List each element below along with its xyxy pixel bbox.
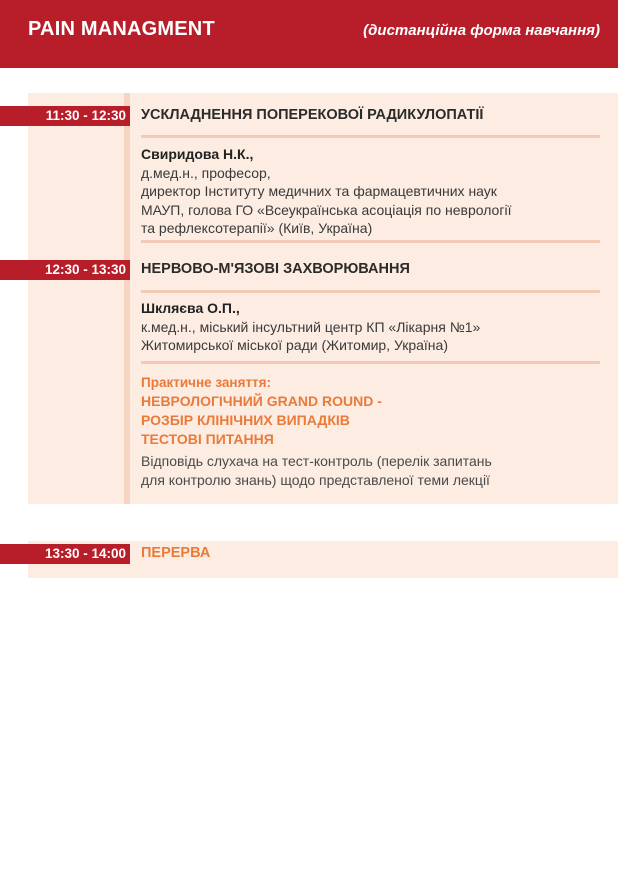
practical-title-line: НЕВРОЛОГІЧНИЙ GRAND ROUND -	[141, 393, 382, 409]
practical-session	[141, 374, 581, 449]
break-title: ПЕРЕРВА	[141, 545, 211, 561]
session-time-badge: 11:30 - 12:30	[0, 106, 130, 126]
speaker-detail: д.мед.н., професор,	[141, 164, 271, 181]
speaker-name: Свиридова Н.К.,	[141, 146, 254, 162]
section-divider	[141, 290, 600, 293]
speaker-info	[141, 145, 591, 238]
speaker-info	[141, 299, 591, 355]
practical-title-line: ТЕСТОВІ ПИТАННЯ	[141, 431, 274, 447]
session-title: НЕРВОВО-М'ЯЗОВІ ЗАХВОРЮВАННЯ	[141, 261, 410, 277]
speaker-detail: к.мед.н., міський інсультний центр КП «Лікарня №1»	[141, 318, 481, 335]
program-title: PAIN MANAGMENT	[28, 18, 215, 40]
program-subtitle: (дистанційна форма навчання)	[363, 22, 600, 39]
session-time-badge: 13:30 - 14:00	[0, 544, 130, 564]
practical-description-line: Відповідь слухача на тест-контроль (перелік запитань	[141, 453, 492, 469]
speaker-detail: директор Інституту медичних та фармацевтичних наук	[141, 183, 497, 199]
session-time-badge: 12:30 - 13:30	[0, 260, 130, 280]
page-header	[0, 0, 618, 68]
speaker-detail: МАУП, голова ГО «Всеукраїнська асоціація по неврології	[141, 201, 512, 218]
timeline-divider	[124, 93, 130, 504]
section-divider	[141, 240, 600, 243]
practical-description-line: для контролю знань) щодо представленої теми лекції	[141, 472, 490, 488]
speaker-detail: та рефлексотерапії» (Київ, Україна)	[141, 220, 373, 236]
practical-label: Практичне заняття:	[141, 375, 272, 390]
speaker-name: Шкляєва О.П.,	[141, 300, 240, 316]
practical-title-line: РОЗБІР КЛІНІЧНИХ ВИПАДКІВ	[141, 412, 350, 428]
practical-description	[141, 452, 581, 490]
speaker-detail: Житомирської міської ради (Житомир, Україна)	[141, 337, 448, 353]
section-divider	[141, 361, 600, 364]
session-title: УСКЛАДНЕННЯ ПОПЕРЕКОВОЇ РАДИКУЛОПАТІЇ	[141, 107, 484, 123]
section-divider	[141, 135, 600, 138]
